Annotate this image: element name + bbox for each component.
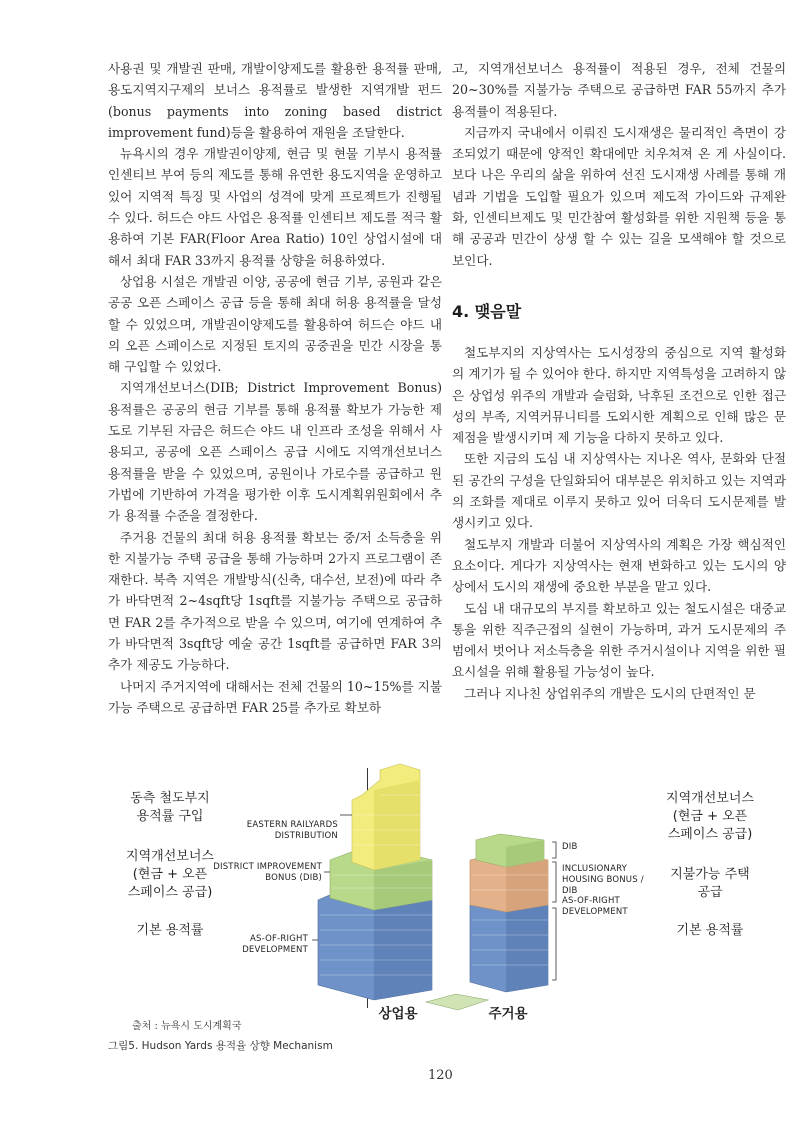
body-paragraph: 또한 지금의 도심 내 지상역사는 지나온 역사, 문화와 단절된 공간의 구성을 단일화되어 대부분은 위치하고 있는 지역과의 조화를 제대로 이루지 못하고 있어 더욱더 도시문제를 발생시키고 있다. (452, 451, 786, 531)
body-paragraph: 그러나 지나친 상업위주의 개발은 도시의 단편적인 문 (464, 685, 756, 701)
tag-as-of-right-commercial: AS-OF-RIGHT DEVELOPMENT (242, 934, 308, 955)
body-paragraph: 뉴욕시의 경우 개발권이양제, 현금 및 현물 기부시 용적률 인센티브 부여 등의 제도를 통해 유연한 용도지역을 운영하고 있어 지역적 특징 및 사업의 성격에 맞게 프로젝트가 진행될 수 있다. 허드슨 야드 사업은 용적률 인센티브 제도를 적극 활용하여 기본 FAR(Floor Area Ratio) 10인 상업시설에 대해서 최대 FAR 33까지 용적률 상향을 허용하였다. (108, 146, 442, 268)
residential-building (470, 834, 548, 992)
left-label-railyards: 동측 철도부지 용적률 구입 (130, 791, 210, 824)
category-commercial: 상업용 (378, 1006, 418, 1022)
tag-dib-residential: DIB (562, 842, 578, 852)
body-paragraph: 주거용 건물의 최대 허용 용적률 확보는 중/저 소득층을 위한 지불가능 주택 공급을 통해 가능하며 2가지 프로그램이 존재한다. 북측 지역은 개발방식(신축, 대수선, 보전)에 따라 추가 바닥면적 2~4sqft당 1sqft를 지불가능 주택으로 공급하면 FAR 2를 추가적으로 받을 수 있으며, 여기에 연계하여 추가 바닥면적 3sqft당 예술 공간 1sqft를 공급하면 FAR 3의 추가 제공도 가능하다. (108, 529, 442, 673)
left-label-base: 기본 용적률 (136, 923, 204, 938)
right-label-affordable: 지불가능 주택 공급 (670, 867, 750, 900)
tag-inclusionary: INCLUSIONARY HOUSING BONUS / DIB (562, 864, 644, 896)
tag-as-of-right-residential: AS-OF-RIGHT DEVELOPMENT (562, 896, 628, 917)
body-paragraph: 상업용 시설은 개발권 이양, 공공에 현금 기부, 공원과 같은 공공 오픈 스페이스 공급 등을 통해 최대 허용 용적률을 달성할 수 있었으며, 개발권이양제도를 활용하여 허드슨 야드 내의 오픈 스페이스로 지정된 토지의 공중권을 민간 시장을 통해 구입할 수 있었다. (108, 273, 442, 375)
left-label-dib: 지역개선보너스 (현금 + 오픈 스페이스 공급) (126, 849, 214, 900)
right-label-dib: 지역개선보너스 (현금 + 오픈 스페이스 공급) (666, 791, 754, 842)
body-paragraph: 지역개선보너스(DIB; District Improvement Bonus) 용적률은 공공의 현금 기부를 통해 용적률 확보가 가능한 제도로 기부된 자금은 허드슨 야드 내 인프라 조성을 위해서 사용되고, 공공에 오픈 스페이스 공급 시에도 지역개선보너스 용적률을 받을 수 있었으며, 공원이나 가로수를 공급하고 원가법에 기반하여 가격을 평가한 이후 도시계획위원회에서 추가 용적률 수준을 결정한다. (108, 380, 442, 524)
body-paragraph: 철도부지의 지상역사는 도시성장의 중심으로 지역 활성화의 계기가 될 수 있어야 한다. 하지만 지역특성을 고려하지 않은 상업성 위주의 개발과 슬럼화, 낙후된 조건으로 인한 접근성의 부족, 지역커뮤니티를 도외시한 계획으로 인해 많은 문제점을 발생시키며 제 기능을 다하지 못하고 있다. (452, 344, 786, 446)
body-paragraph: 고, 지역개선보너스 용적률이 적용된 경우, 전체 건물의 20~30%를 지불가능 주택으로 공급하면 FAR 55까지 추가 용적률이 적용된다. (452, 61, 786, 119)
category-residential: 주거용 (488, 1006, 528, 1022)
right-label-base: 기본 용적률 (676, 923, 744, 938)
body-paragraph: 지금까지 국내에서 이뤄진 도시재생은 물리적인 측면이 강조되었기 때문에 양적인 확대에만 치우쳐져 온 게 사실이다. 보다 나은 우리의 삶을 위하여 선진 도시재생 사례를 통해 개념과 기법을 도입할 필요가 있으며 제도적 가이드와 규제완화, 인센티브제도 및 민간참여 활성화를 위한 지원책 등을 통해 공공과 민간이 상생 할 수 있는 길을 모색해야 할 것으로 보인다. (452, 124, 786, 268)
section-heading: 4. 맺음말 (452, 301, 522, 321)
page-number: 120 (428, 1068, 453, 1083)
body-paragraph: 도심 내 대규모의 부지를 확보하고 있는 철도시설은 대중교통을 위한 직주근접의 실현이 가능하며, 과거 도시문제의 주범에서 벗어나 저소득층을 위한 주거시설이나 지역을 위한 필요시설을 위해 활용될 가능성이 높다. (452, 600, 786, 680)
figure-source: 출처 : 뉴욕시 도시계획국 (132, 1021, 242, 1032)
body-paragraph: 철도부지 개발과 더불어 지상역사의 계획은 가장 핵심적인 요소이다. 게다가 지상역사는 현재 변화하고 있는 도시의 양상에서 도시의 재생에 중요한 부분을 맡고 있다. (452, 536, 786, 595)
tag-eastern-railyards: EASTERN RAILYARDS DISTRIBUTION (246, 820, 338, 841)
tag-district-improvement: DISTRICT IMPROVEMENT BONUS (DIB) (213, 862, 322, 883)
figure-caption: 그림5. Hudson Yards 용적율 상향 Mechanism (108, 1040, 333, 1052)
commercial-tower (318, 764, 432, 1000)
body-paragraph: 나머지 주거지역에 대해서는 전체 건물의 10~15%를 지불가능 주택으로 공급하면 FAR 25를 추가로 확보하 (108, 678, 442, 715)
body-paragraph: 사용권 및 개발권 판매, 개발이양제도를 활용한 용적률 판매, 용도지역지구제의 보너스 용적률로 발생한 지역개발 펀드(bonus payments into zoning based district improvement fund)등을 활용하여 재원을 조달한다. (108, 61, 442, 140)
